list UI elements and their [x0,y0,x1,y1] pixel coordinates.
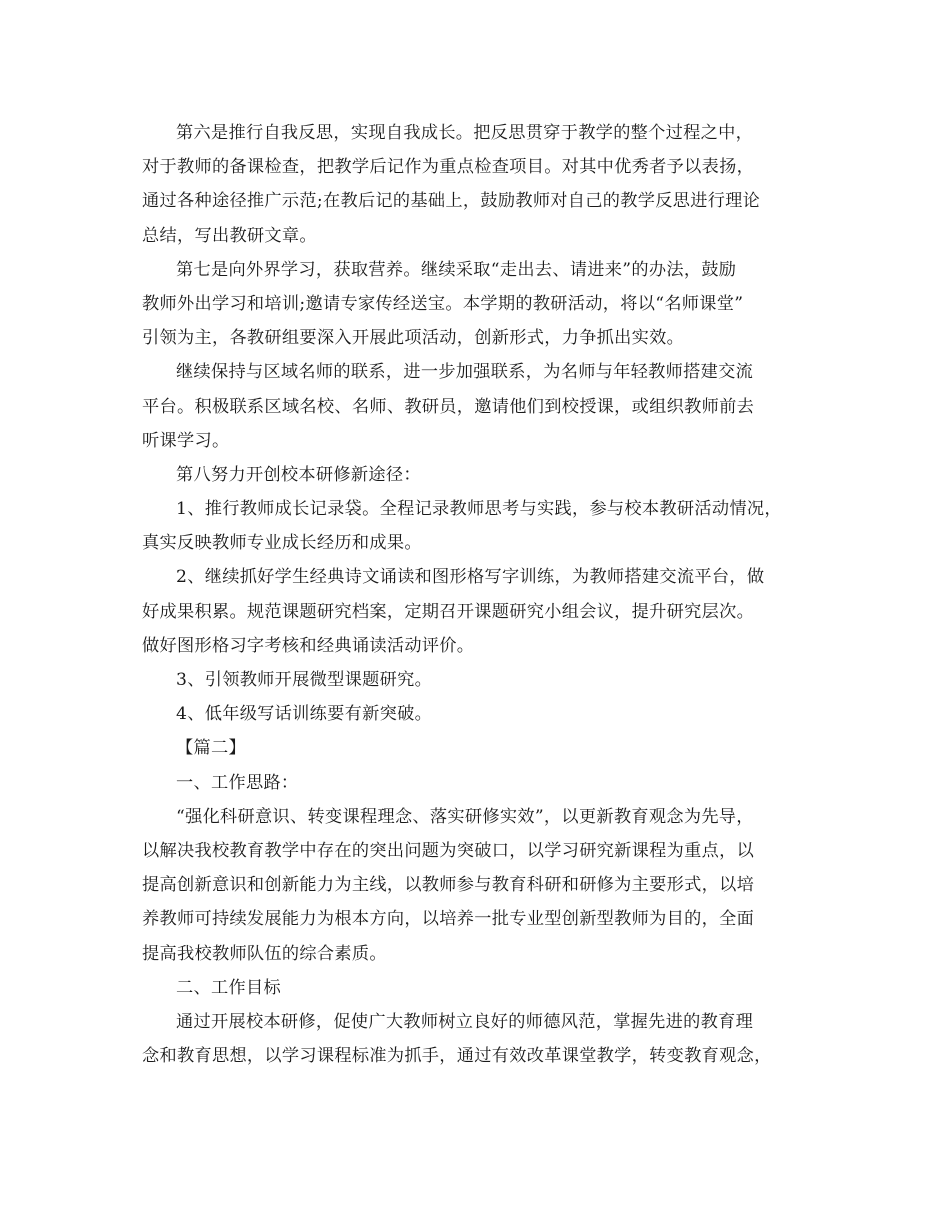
text-line: 真实反映教师专业成长经历和成果。 [142,533,422,554]
text-line: 1、推行教师成长记录袋。全程记录教师思考与实践，参与校本教研活动情况， [176,499,782,520]
text-line: 【篇二】 [176,738,246,759]
text-line: 平台。积极联系区域名校、名师、教研员，邀请他们到校授课，或组织教师前去 [142,396,755,417]
text-line: 通过开展校本研修，促使广大教师树立良好的师德风范，掌握先进的教育理 [176,1011,754,1032]
text-line: 念和教育思想，以学习课程标准为抓手，通过有效改革课堂教学，转变教育观念， [142,1046,772,1067]
text-line: 第六是推行自我反思，实现自我成长。把反思贯穿于教学的整个过程之中， [176,123,754,143]
text-line: 教师外出学习和培训;邀请专家传经送宝。本学期的教研活动，将以“名师课堂” [142,293,744,314]
text-line: 一、工作思路： [176,772,299,793]
text-line: 总结，写出教研文章。 [142,225,317,246]
text-line: 养教师可持续发展能力为根本方向，以培养一批专业型创新型教师为目的，全面 [142,909,755,930]
text-line: 引领为主，各教研组要深入开展此项活动，创新形式，力争抓出实效。 [142,328,685,349]
document-body [142,116,822,1073]
text-line: 通过各种途径推广示范;在教后记的基础上，鼓励教师对自己的教学反思进行理论 [142,191,761,212]
text-line: 继续保持与区域名师的联系，进一步加强联系，为名师与年轻教师搭建交流 [176,362,754,383]
text-line: 做好图形格习字考核和经典诵读活动评价。 [142,635,475,656]
text-line: 3、引领教师开展微型课题研究。 [176,670,433,690]
text-line: 听课学习。 [142,430,230,451]
text-line: 2、继续抓好学生经典诗文诵读和图形格写字训练，为教师搭建交流平台，做 [176,567,765,588]
text-line: 以解决我校教育教学中存在的突出问题为突破口，以学习研究新课程为重点，以 [142,840,755,861]
text-line: 4、低年级写话训练要有新突破。 [176,704,433,725]
text-line: 提高创新意识和创新能力为主线，以教师参与教育科研和研修为主要形式，以培 [142,875,755,896]
text-line: 第八努力开创校本研修新途径： [176,464,421,485]
text-line: 二、工作目标 [176,977,281,998]
text-line: 对于教师的备课检查，把教学后记作为重点检查项目。对其中优秀者予以表扬， [142,157,755,178]
text-line: 提高我校教师队伍的综合素质。 [142,943,387,964]
text-line: “强化科研意识、转变课程理念、落实研修实效”，以更新教育观念为先导， [176,806,754,827]
text-line: 第七是向外界学习，获取营养。继续采取“走出去、请进来”的办法，鼓励 [176,259,737,280]
text-line: 好成果积累。规范课题研究档案，定期召开课题研究小组会议，提升研究层次。 [142,601,755,622]
